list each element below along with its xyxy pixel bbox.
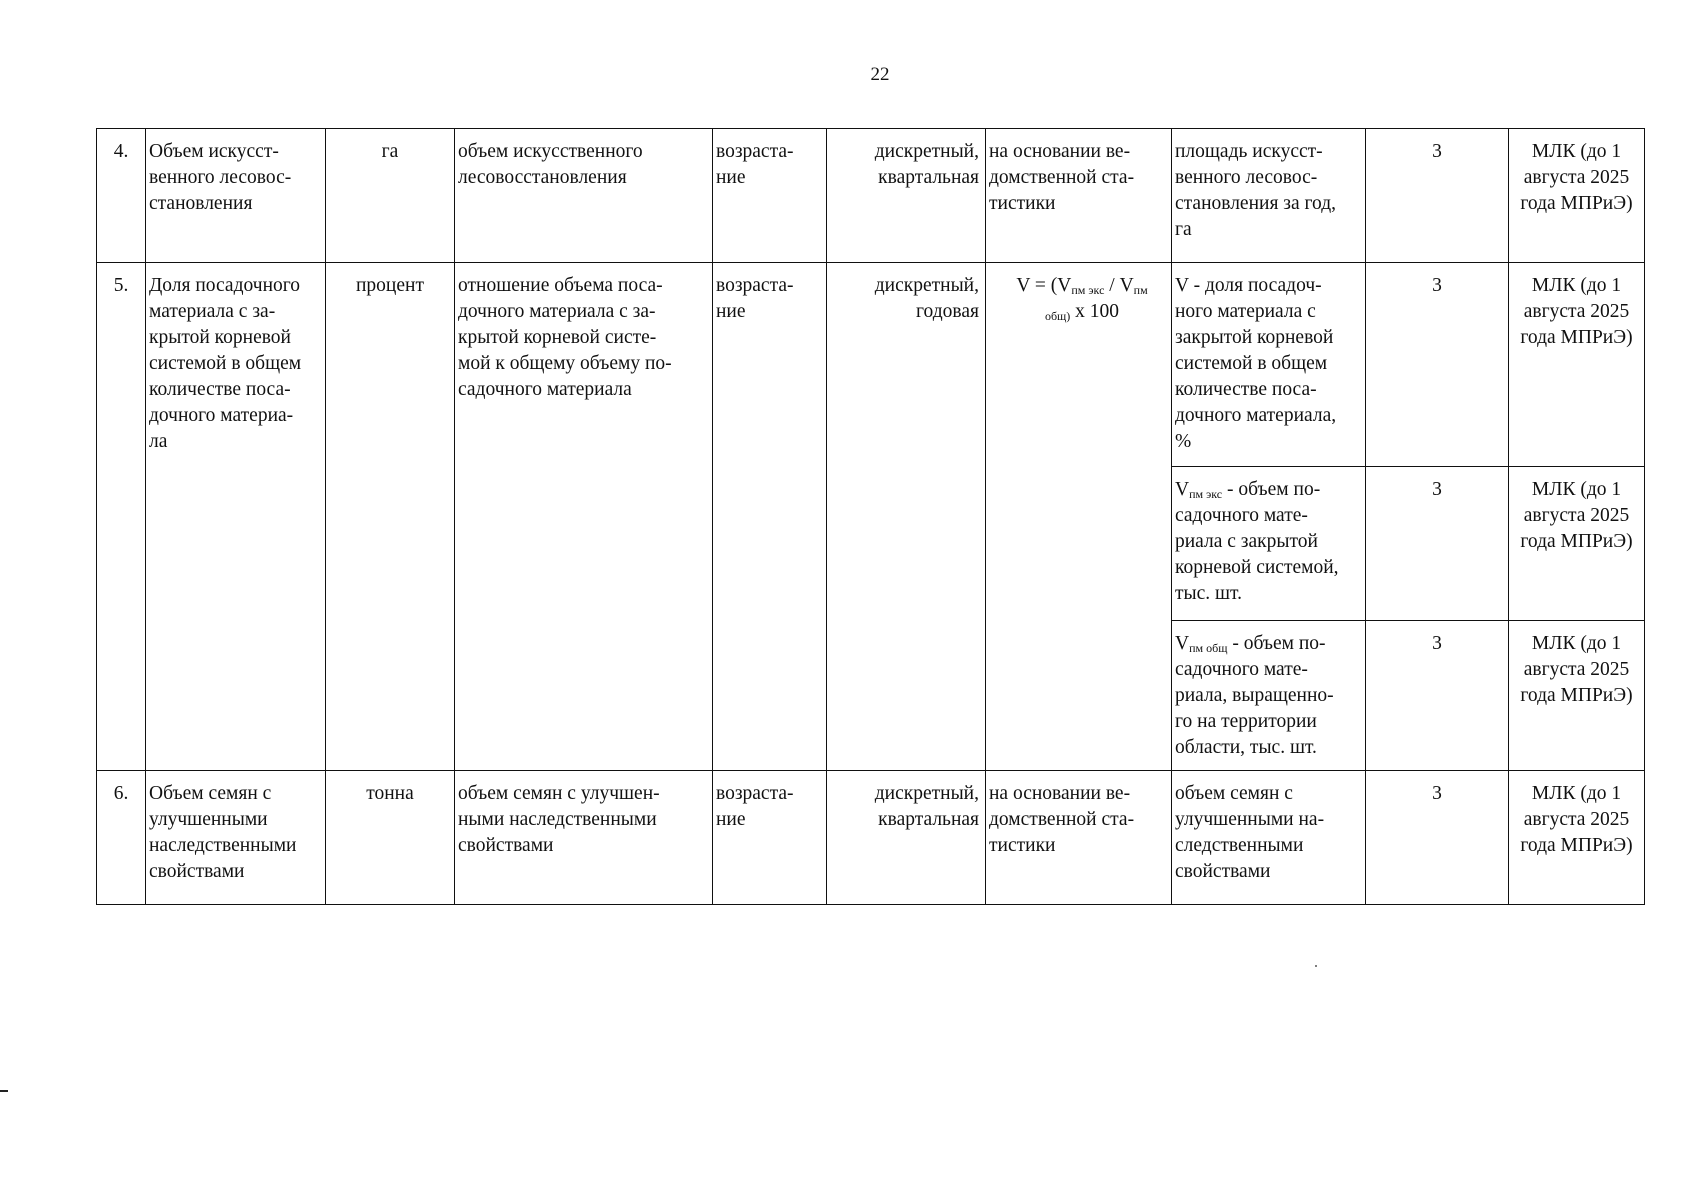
component-description: площадь искусст- венного лесовос- становления за год, га — [1172, 129, 1366, 263]
indicator-name: Объем семян с улучшенными наследственными свойствами — [146, 771, 326, 905]
responsible-cell: МЛК (до 1 августа 2025 года МПРиЭ) — [1509, 621, 1645, 771]
formula-cell: на основании ве- домственной ста- тистики — [986, 129, 1172, 263]
unit-cell: процент — [326, 263, 455, 771]
source-code: 3 — [1366, 621, 1509, 771]
table-row — [97, 263, 1645, 467]
table-row — [97, 129, 1645, 263]
method-cell: дискретный, годовая — [827, 263, 986, 771]
source-code: 3 — [1366, 129, 1509, 263]
definition-cell: объем искусственного лесовосстановления — [455, 129, 713, 263]
component-description: $V_{пм общ}$ - объем по- садочного мате- риала, выращенно- го на территории области, тыс. шт. — [1172, 621, 1366, 771]
row-number: 6. — [97, 771, 146, 905]
indicator-name: Доля посадочного материала с за- крытой корневой системой в общем количестве поса- дочного материа- ла — [146, 263, 326, 771]
responsible-cell: МЛК (до 1 августа 2025 года МПРиЭ) — [1509, 771, 1645, 905]
scan-edge-mark — [0, 1090, 8, 1092]
dynamics-cell: возраста- ние — [713, 263, 827, 771]
component-description: V - доля посадоч- ного материала с закрытой корневой системой в общем количестве поса- дочного материала, % — [1172, 263, 1366, 467]
source-code: 3 — [1366, 771, 1509, 905]
source-code: 3 — [1366, 467, 1509, 621]
formula-cell: на основании ве- домственной ста- тистики — [986, 771, 1172, 905]
responsible-cell: МЛК (до 1 августа 2025 года МПРиЭ) — [1509, 263, 1645, 467]
row-number: 4. — [97, 129, 146, 263]
method-cell: дискретный, квартальная — [827, 129, 986, 263]
unit-cell: тонна — [326, 771, 455, 905]
indicators-table — [96, 128, 1645, 905]
component-description: объем семян с улучшенными на- следственными свойствами — [1172, 771, 1366, 905]
dynamics-cell: возраста- ние — [713, 129, 827, 263]
page-number: 22 — [870, 64, 890, 85]
component-description: $V_{пм экс}$ - объем по- садочного мате- риала с закрытой корневой системой, тыс. шт. — [1172, 467, 1366, 621]
formula-text: $V = (V_{пм экс} / V_{пм}$ $_{общ)}$ x 100 — [1016, 275, 1148, 323]
definition-cell: объем семян с улучшен- ными наследственными свойствами — [455, 771, 713, 905]
method-cell: дискретный, квартальная — [827, 771, 986, 905]
scan-speck — [1315, 965, 1317, 967]
formula-cell — [986, 263, 1172, 771]
row-number: 5. — [97, 263, 146, 771]
indicator-name: Объем искусст- венного лесовос- становления — [146, 129, 326, 263]
unit-cell: га — [326, 129, 455, 263]
source-code: 3 — [1366, 263, 1509, 467]
responsible-cell: МЛК (до 1 августа 2025 года МПРиЭ) — [1509, 129, 1645, 263]
table-row — [97, 771, 1645, 905]
definition-cell: отношение объема поса- дочного материала с за- крытой корневой систе- мой к общему объему по- садочного материала — [455, 263, 713, 771]
responsible-cell: МЛК (до 1 августа 2025 года МПРиЭ) — [1509, 467, 1645, 621]
dynamics-cell: возраста- ние — [713, 771, 827, 905]
